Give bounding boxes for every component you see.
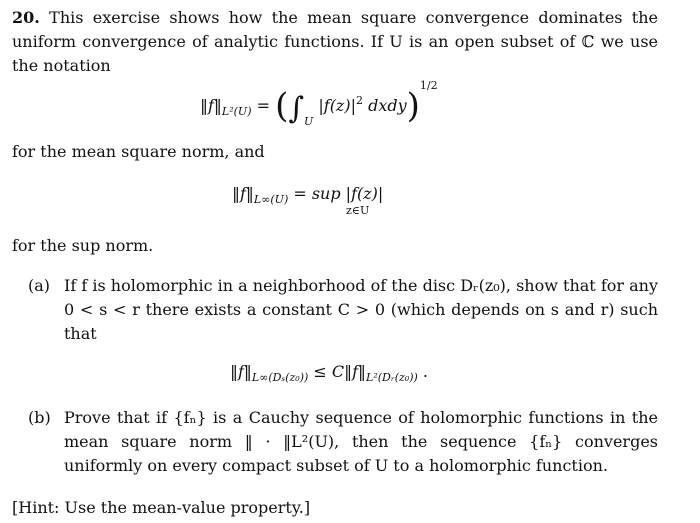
sup-lhs: ‖f‖ bbox=[232, 184, 254, 203]
l2-lhs-sub: L²(U) bbox=[221, 105, 252, 118]
ineq-sub-1: L∞(Dₛ(z₀)) bbox=[251, 371, 309, 384]
ineq-lhs: ‖f‖ bbox=[230, 362, 252, 381]
l2-square: 2 bbox=[356, 94, 363, 107]
part-b bbox=[28, 406, 658, 478]
part-b-text: Prove that if {fₙ} is a Cauchy sequence of holomorphic functions in the mean square norm ‖ · ‖L²(U), then the sequence {fₙ} converges uniformly on every compact subset of U to a holomorphic function. bbox=[64, 408, 658, 475]
part-a bbox=[28, 274, 658, 346]
l2-lhs: ‖f‖ bbox=[200, 96, 222, 115]
ineq-sub-2: L²(Dᵣ(z₀)) bbox=[366, 371, 418, 384]
l2-dxdy: dxdy bbox=[368, 96, 407, 115]
inequality-equation bbox=[230, 362, 428, 384]
l2-integrand: |f(z)| bbox=[318, 96, 356, 115]
hint-text: [Hint: Use the mean-value property.] bbox=[12, 498, 311, 517]
sup-lhs-sub: L∞(U) bbox=[253, 193, 289, 206]
exercise-intro-text: This exercise shows how the mean square convergence dominates the uniform convergence of analytic functions. If U is an open subset of ℂ we use the notation bbox=[12, 8, 658, 75]
sup-under: z∈U bbox=[346, 204, 370, 217]
sup-norm-equation bbox=[232, 184, 384, 206]
part-a-text: If f is holomorphic in a neighborhood of the disc Dᵣ(z₀), show that for any 0 < s < r there exists a constant C > 0 (which depends on s and r) such that bbox=[64, 276, 658, 343]
l2-norm-equation bbox=[200, 79, 438, 128]
sup-label: for the sup norm. bbox=[12, 236, 154, 255]
l2-label: for the mean square norm, and bbox=[12, 142, 265, 161]
integral-sign: ∫ bbox=[288, 91, 304, 126]
ineq-mid: ≤ C‖f‖ bbox=[313, 362, 367, 381]
ineq-end: . bbox=[422, 362, 428, 381]
exercise-intro bbox=[12, 6, 658, 78]
exercise-number: 20. bbox=[12, 8, 40, 27]
left-paren: ( bbox=[275, 86, 289, 126]
sup-rhs: = sup |f(z)| bbox=[293, 184, 384, 203]
part-b-label: (b) bbox=[28, 408, 51, 427]
l2-equals: = bbox=[256, 96, 270, 115]
part-a-label: (a) bbox=[28, 276, 51, 295]
integral-domain: U bbox=[304, 115, 314, 128]
l2-power: 1/2 bbox=[419, 79, 438, 92]
right-paren: ) bbox=[406, 86, 420, 126]
